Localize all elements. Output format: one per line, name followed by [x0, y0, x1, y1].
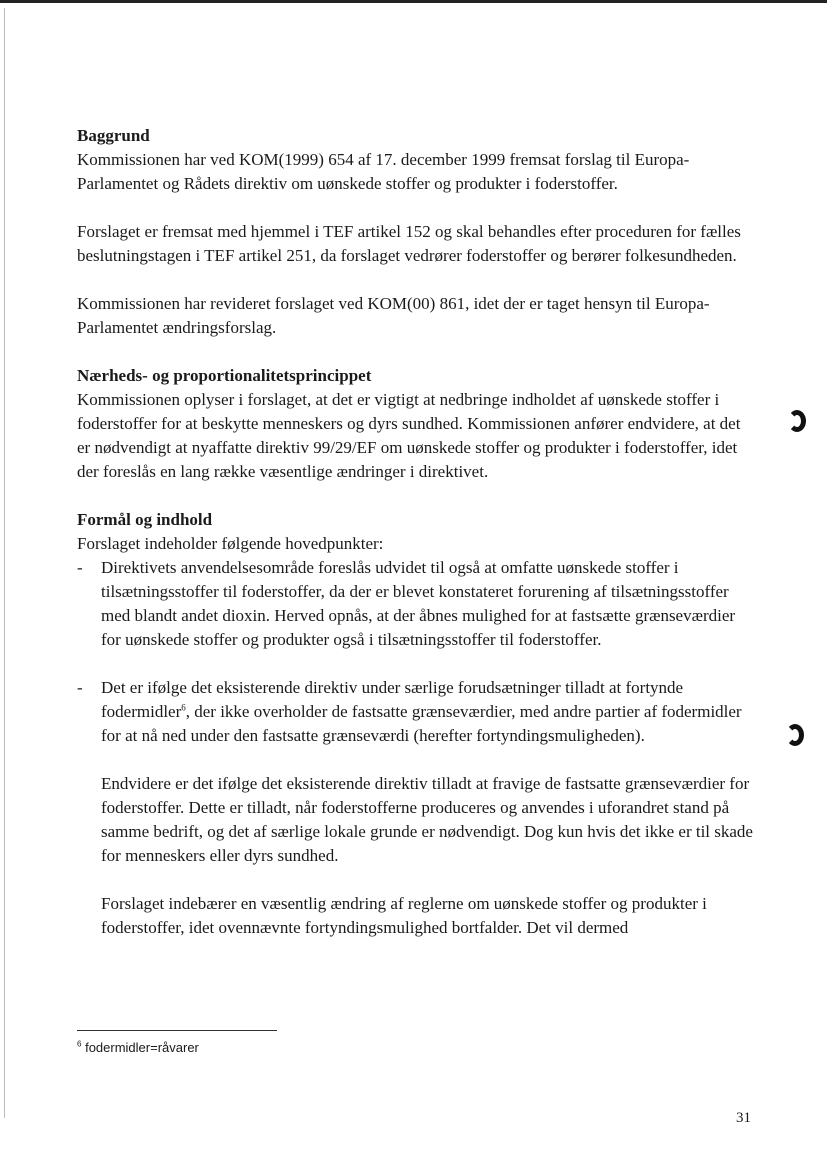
section-heading-baggrund: Baggrund — [77, 126, 150, 145]
footnote — [77, 1040, 199, 1055]
footnote-mark: 6 — [77, 1039, 82, 1049]
section-heading-naerhed: Nærheds- og proportionalitetsprincippet — [77, 366, 372, 385]
bullet-dash: - — [77, 678, 83, 697]
bullet-item-1-text: Direktivets anvendelsesområde foreslås udvidet til også at omfatte uønskede stoffer i tilsætningsstoffer til foderstoffer, da der er blevet konstateret forurening af tilsætningsstoffer med blandt andet dioxin. Herved opnås, at der åbnes mulighed for at fastsætte grænseværdier for uønskede stoffer og produkter også i tilsætningsstoffer til foderstoffer. — [101, 558, 736, 649]
binder-hole-mark-icon — [786, 724, 804, 746]
paragraph-baggrund-3: Kommissionen har revideret forslaget ved KOM(00) 861, idet der er taget hensyn til Europa-Parlamentet ændringsforslag. — [77, 294, 710, 337]
top-border-rule — [0, 0, 827, 3]
document-body — [77, 124, 757, 940]
bullet-dash: - — [77, 558, 83, 577]
indented-paragraph-1: Endvidere er det ifølge det eksisterende direktiv tilladt at fravige de fastsatte grænseværdier for foderstoffer. Dette er tilladt, når foderstofferne produceres og anvendes i uforandret stand på samme bedrift, og det af særlige lokale grunde er nødvendigt. Dog kun hvis det ikke er til skade for menneskers eller dyrs sundhed. — [101, 774, 753, 865]
bullet-item-1 — [77, 556, 757, 652]
section-heading-formaal: Formål og indhold — [77, 510, 213, 529]
left-border-rule — [4, 8, 5, 1118]
paragraph-baggrund-1: Kommissionen har ved KOM(1999) 654 af 17. december 1999 fremsat forslag til Europa-Parlamentet og Rådets direktiv om uønskede stoffer og produkter i foderstoffer. — [77, 150, 690, 193]
bullet-item-2-text-end: , der ikke overholder de fastsatte grænseværdier, med andre partier af fodermidler for at nå ned under den fastsatte grænseværdi (herefter fortyndingsmuligheden). — [101, 702, 742, 745]
bullet-item-2 — [77, 676, 757, 748]
paragraph-baggrund-2: Forslaget er fremsat med hjemmel i TEF artikel 152 og skal behandles efter proceduren for fælles beslutningstagen i TEF artikel 251, da forslaget vedrører foderstoffer og berører folkesundheden. — [77, 222, 741, 265]
paragraph-naerhed-1: Kommissionen oplyser i forslaget, at det er vigtigt at nedbringe indholdet af uønskede stoffer i foderstoffer for at beskytte menneskers og dyrs sundhed. Kommissionen anfører endvidere, at det er nødvendigt at nyaffatte direktiv 99/29/EF om uønskede stoffer og produkter i foderstoffer, idet der foreslås en lang række væsentlige ændringer i direktivet. — [77, 390, 741, 481]
indented-paragraph-2: Forslaget indebærer en væsentlig ændring af reglerne om uønskede stoffer og produkter i foderstoffer, idet ovennævnte fortyndingsmulighed bortfalder. Det vil dermed — [101, 894, 707, 937]
page-number: 31 — [736, 1110, 751, 1126]
bullet-item-2-text-start: Det er ifølge det eksisterende direktiv under særlige forudsætninger tilladt at fortynde fodermidler — [101, 678, 684, 721]
binder-hole-mark-icon — [788, 410, 806, 432]
footnote-text: fodermidler=råvarer — [85, 1040, 199, 1055]
footnote-ref: 6 — [181, 702, 186, 713]
footnote-separator — [77, 1030, 277, 1031]
paragraph-formaal-intro: Forslaget indeholder følgende hovedpunkter: — [77, 534, 384, 553]
